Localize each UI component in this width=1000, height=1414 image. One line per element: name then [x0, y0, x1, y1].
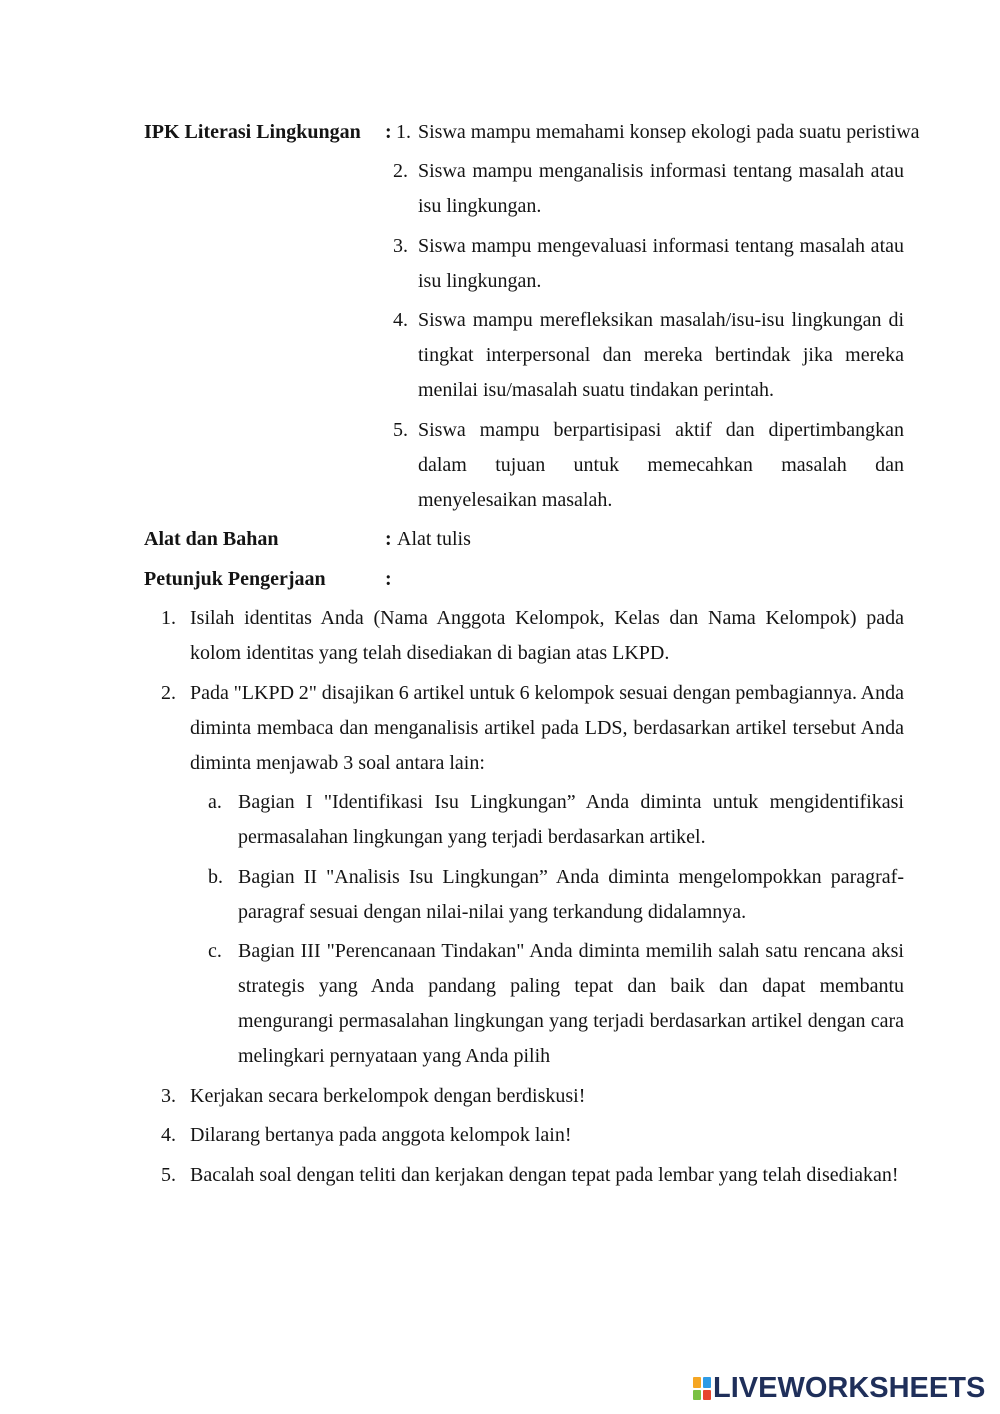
logo-tile — [693, 1377, 701, 1388]
document-body — [0, 115, 1000, 1198]
petunjuk-item-text — [190, 1118, 904, 1153]
text-line: Bagian II "Analisis Isu Lingkungan” Anda diminta mengelompokkan paragraf- — [238, 865, 904, 888]
logo-tile — [693, 1390, 701, 1401]
ipk-item-text — [418, 413, 904, 518]
petunjuk-row — [0, 562, 1000, 597]
petunjuk-item-number: 5. — [161, 1163, 176, 1186]
text-line: dalam tujuan untuk memecahkan masalah dan — [418, 453, 904, 476]
ipk-item-3 — [0, 229, 1000, 299]
petunjuk-subitem-a — [0, 785, 1000, 855]
text-line: Bagian I "Identifikasi Isu Lingkungan” Anda diminta untuk mengidentifikasi — [238, 791, 904, 813]
ipk-item-text — [418, 154, 904, 224]
text-line: Bacalah soal dengan teliti dan kerjakan dengan tepat pada lembar yang telah disediakan! — [190, 1163, 899, 1186]
text-line: Siswa mampu mengevaluasi informasi tentang masalah atau — [418, 234, 904, 257]
text-line: Kerjakan secara berkelompok dengan berdiskusi! — [190, 1084, 586, 1107]
text-line: Bagian III "Perencanaan Tindakan" Anda diminta memilih salah satu rencana aksi — [238, 940, 904, 962]
petunjuk-item-number: 2. — [161, 681, 176, 704]
text-line: Siswa mampu merefleksikan masalah/isu-isu lingkungan di — [418, 309, 904, 331]
ipk-separator: : — [385, 120, 392, 143]
text-line: Dilarang bertanya pada anggota kelompok lain! — [190, 1124, 572, 1146]
ipk-item-text — [418, 229, 904, 299]
alat-bahan-row — [0, 522, 1000, 557]
ipk-label: IPK Literasi Lingkungan — [144, 120, 361, 143]
petunjuk-subitem-letter: a. — [208, 791, 222, 813]
liveworksheets-wordmark: LIVEWORKSHEETS — [713, 1372, 986, 1404]
ipk-item-4 — [0, 303, 1000, 408]
text-line: Siswa mampu menganalisis informasi tentang masalah atau — [418, 160, 904, 182]
text-line: Isilah identitas Anda (Nama Anggota Kelompok, Kelas dan Nama Kelompok) pada — [190, 607, 904, 629]
text-line: paragraf sesuai dengan nilai-nilai yang terkandung didalamnya. — [238, 900, 747, 923]
alat-bahan-separator: : — [385, 528, 392, 550]
logo-tile — [703, 1390, 711, 1401]
petunjuk-item-text — [190, 1158, 904, 1193]
text-line: menilai isu/masalah suatu tindakan perintah. — [418, 379, 775, 401]
petunjuk-label: Petunjuk Pengerjaan — [144, 567, 326, 590]
text-line: menyelesaikan masalah. — [418, 488, 613, 511]
petunjuk-subitem-text — [238, 934, 904, 1074]
text-line: diminta membaca dan menganalisis artikel pada LDS, berdasarkan artikel tersebut Anda — [190, 716, 904, 739]
text-line: isu lingkungan. — [418, 195, 542, 217]
petunjuk-subitem-text — [238, 785, 904, 855]
petunjuk-item-3 — [0, 1079, 1000, 1114]
text-line: permasalahan lingkungan yang terjadi berdasarkan artikel. — [238, 826, 706, 848]
ipk-item-5 — [0, 413, 1000, 518]
text-line: melingkari pernyataan yang Anda pilih — [238, 1045, 551, 1067]
text-line: diminta menjawab 3 soal antara lain: — [190, 751, 485, 774]
petunjuk-subitem-c — [0, 934, 1000, 1074]
text-line: strategis yang Anda pandang paling tepat dan baik dan dapat membantu — [238, 975, 904, 997]
alat-bahan-label: Alat dan Bahan — [144, 528, 279, 550]
ipk-item-1 — [0, 115, 1000, 150]
logo-tile — [703, 1377, 711, 1388]
text-line: kolom identitas yang telah disediakan di bagian atas LKPD. — [190, 642, 670, 664]
petunjuk-subitem-letter: c. — [208, 940, 222, 962]
ipk-item-number: 2. — [393, 160, 408, 182]
text-line: Pada "LKPD 2" disajikan 6 artikel untuk 6 kelompok sesuai dengan pembagiannya. Anda — [190, 681, 904, 704]
ipk-item-text — [418, 115, 920, 150]
petunjuk-item-number: 1. — [161, 607, 176, 629]
petunjuk-item-1 — [0, 601, 1000, 671]
ipk-item-number: 3. — [393, 234, 408, 257]
petunjuk-item-5 — [0, 1158, 1000, 1193]
alat-bahan-value: Alat tulis — [397, 528, 471, 550]
ipk-item-number: 4. — [393, 309, 408, 331]
petunjuk-subitem-text — [238, 860, 904, 930]
petunjuk-separator: : — [385, 567, 392, 590]
petunjuk-subitem-letter: b. — [208, 865, 223, 888]
petunjuk-item-2 — [0, 676, 1000, 781]
ipk-item-2 — [0, 154, 1000, 224]
petunjuk-item-text — [190, 601, 904, 671]
text-line: Siswa mampu berpartisipasi aktif dan dipertimbangkan — [418, 418, 904, 441]
ipk-item-text — [418, 303, 904, 408]
petunjuk-item-text — [190, 676, 904, 781]
liveworksheets-logo-icon — [693, 1377, 711, 1400]
petunjuk-subitem-b — [0, 860, 1000, 930]
text-line: tingkat interpersonal dan mereka bertindak jika mereka — [418, 344, 904, 366]
petunjuk-item-4 — [0, 1118, 1000, 1153]
text-line: mengurangi permasalahan lingkungan yang terjadi berdasarkan artikel dengan cara — [238, 1010, 904, 1032]
petunjuk-item-text — [190, 1079, 904, 1114]
ipk-item-number: 5. — [393, 418, 408, 441]
ipk-item-number: 1. — [396, 120, 411, 143]
petunjuk-item-number: 4. — [161, 1124, 176, 1146]
text-line: isu lingkungan. — [418, 269, 542, 292]
text-line: Siswa mampu memahami konsep ekologi pada suatu peristiwa — [418, 120, 920, 143]
petunjuk-item-number: 3. — [161, 1084, 176, 1107]
